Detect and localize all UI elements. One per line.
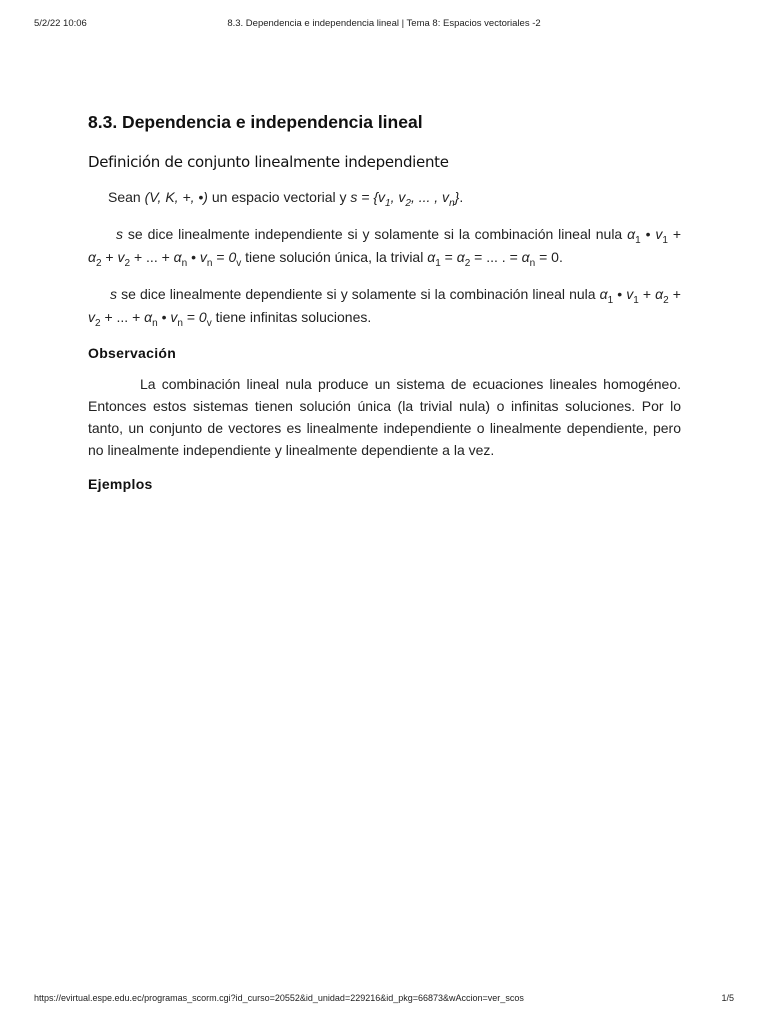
observation-heading: Observación	[88, 345, 177, 361]
vector-space-statement: Sean (V, K, +, •) un espacio vectorial y $s = \{v_1$, $v_2$, ... , $v_n$}.	[108, 189, 464, 209]
page-title: 8.3. Dependencia e independencia lineal	[88, 112, 423, 132]
independence-definition: s se dice linealmente independiente si y solamente si la combinación lineal nula $\alpha_1$ • $v_1 + \alpha_2 + v_2$ + ... + $\alpha_n$ • $v_n = 0_v$ tiene solución única, la trivial $\alpha_1 = \alpha_2$ = ... . = $\alpha_n = 0$.	[88, 226, 681, 269]
page-number: 1/5	[721, 993, 734, 1003]
print-datetime: 5/2/22 10:06	[34, 18, 87, 29]
print-url: https://evirtual.espe.edu.ec/programas_scorm.cgi?id_curso=20552&id_unidad=229216&id_pkg=66873&wAccion=ver_scos	[34, 993, 524, 1003]
observation-paragraph: La combinación lineal nula produce un sistema de ecuaciones lineales homogéneo. Entonces estos sistemas tienen solución única (la trivial nula) o infinitas soluciones. Por lo tanto, un conjunto de vectores es linealmente independiente o linealmente dependiente, pero no linealmente independiente y linealmente dependiente a la vez.	[88, 376, 681, 458]
document-content	[88, 112, 681, 492]
print-header	[34, 18, 734, 32]
print-page-title: 8.3. Dependencia e independencia lineal | Tema 8: Espacios vectoriales -2	[227, 18, 541, 29]
examples-heading: Ejemplos	[88, 476, 153, 492]
print-footer	[34, 993, 734, 1007]
dependence-definition: s se dice linealmente dependiente si y solamente si la combinación lineal nula $\alpha_1$ • $v_1 + \alpha_2 + v_2$ + ... + $\alpha_n$ • $v_n = 0_v$ tiene infinitas soluciones.	[88, 286, 681, 329]
definition-heading: Definición de conjunto linealmente independiente	[88, 153, 449, 171]
